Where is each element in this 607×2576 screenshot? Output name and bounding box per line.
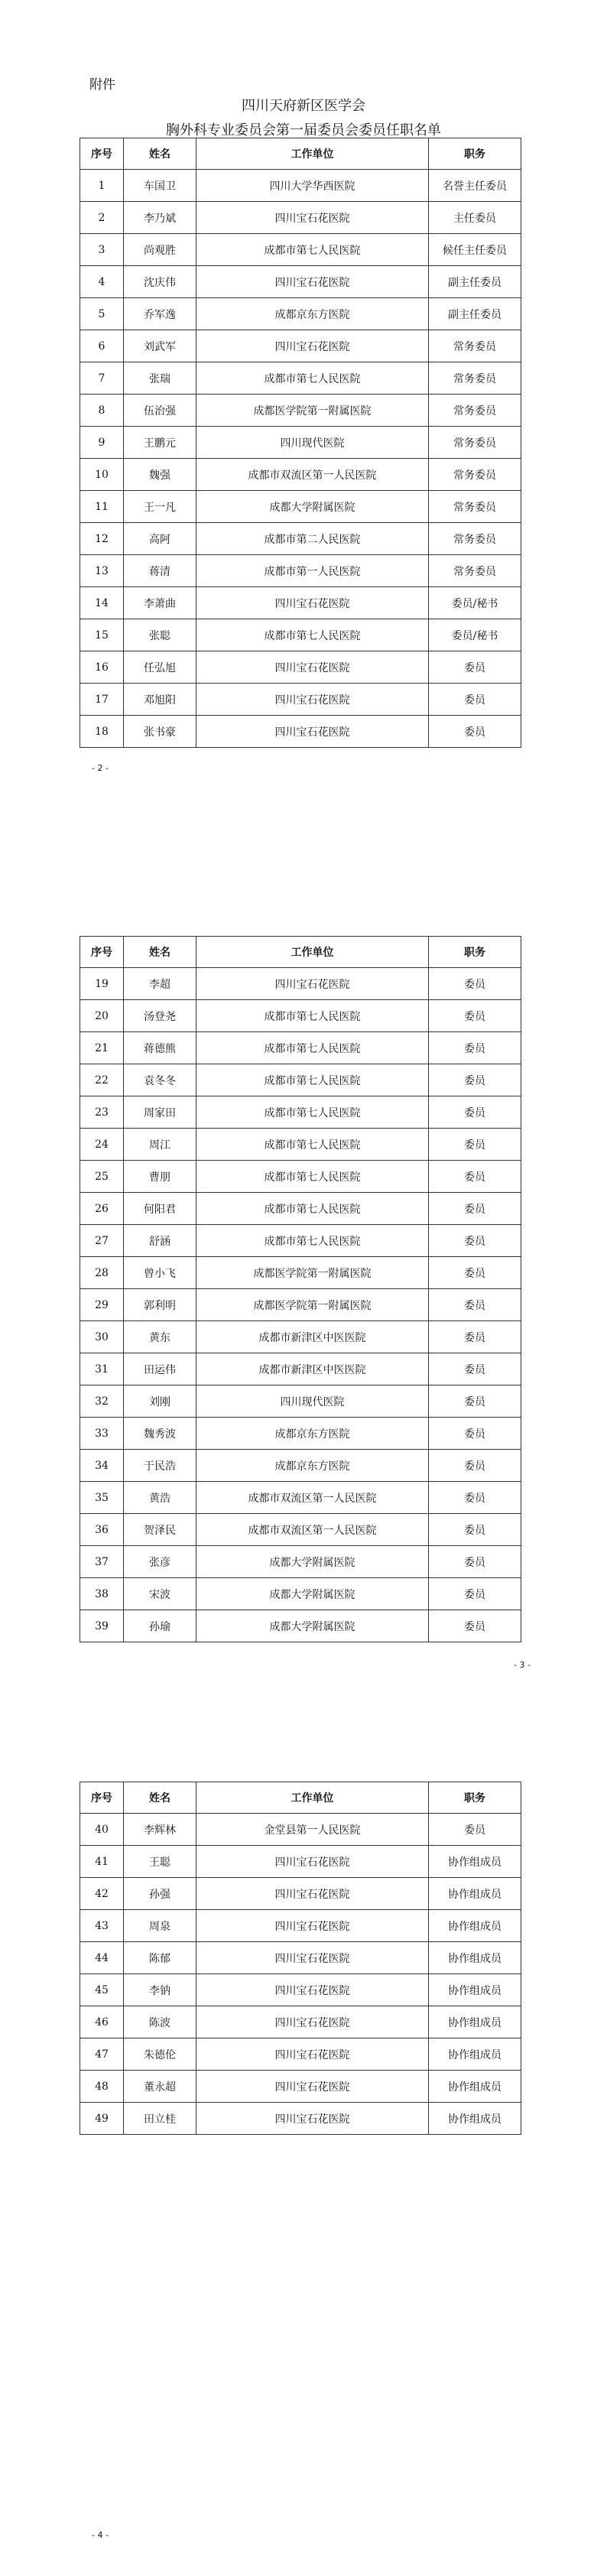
cell-position: 主任委员 (429, 202, 521, 234)
cell-index: 8 (80, 395, 124, 427)
table-row (80, 1878, 521, 1910)
cell-index: 30 (80, 1321, 124, 1353)
table-row (80, 1353, 521, 1385)
cell-index: 47 (80, 2038, 124, 2071)
cell-position: 委员 (429, 1385, 521, 1418)
cell-name: 李超 (124, 968, 196, 1000)
cell-position: 委员 (429, 1129, 521, 1161)
cell-position: 协作组成员 (429, 2006, 521, 2038)
header-workplace: 工作单位 (196, 937, 429, 968)
cell-name: 任弘旭 (124, 651, 196, 684)
cell-workplace: 成都市第七人民医院 (196, 1161, 429, 1193)
cell-workplace: 四川宝石花医院 (196, 2071, 429, 2103)
table-row (80, 1064, 521, 1096)
cell-name: 尚观胜 (124, 234, 196, 266)
table-row (80, 1096, 521, 1129)
cell-workplace: 四川大学华西医院 (196, 170, 429, 202)
cell-position: 委员 (429, 651, 521, 684)
table-row (80, 266, 521, 298)
cell-position: 委员 (429, 1418, 521, 1450)
table-row (80, 1129, 521, 1161)
cell-index: 39 (80, 1610, 124, 1642)
table-body (80, 170, 521, 748)
table-row (80, 1514, 521, 1546)
table-row (80, 2006, 521, 2038)
cell-position: 协作组成员 (429, 1910, 521, 1942)
cell-position: 副主任委员 (429, 266, 521, 298)
cell-index: 25 (80, 1161, 124, 1193)
cell-position: 委员 (429, 1546, 521, 1578)
cell-index: 17 (80, 684, 124, 716)
cell-name: 孙瑜 (124, 1610, 196, 1642)
cell-name: 张书豪 (124, 716, 196, 748)
header-position: 职务 (429, 138, 521, 170)
table-row (80, 362, 521, 395)
table-row (80, 1000, 521, 1032)
table-row (80, 1032, 521, 1064)
table-body (80, 968, 521, 1642)
cell-name: 刘刚 (124, 1385, 196, 1418)
table-row (80, 2103, 521, 2135)
cell-name: 李萧曲 (124, 587, 196, 619)
cell-workplace: 四川宝石花医院 (196, 266, 429, 298)
cell-workplace: 四川宝石花医院 (196, 330, 429, 362)
cell-position: 协作组成员 (429, 2038, 521, 2071)
cell-name: 袁冬冬 (124, 1064, 196, 1096)
cell-name: 朱德伦 (124, 2038, 196, 2071)
cell-workplace: 成都市第七人民医院 (196, 1032, 429, 1064)
cell-index: 40 (80, 1814, 124, 1846)
cell-index: 13 (80, 555, 124, 587)
cell-index: 6 (80, 330, 124, 362)
cell-workplace: 金堂县第一人民医院 (196, 1814, 429, 1846)
cell-name: 王鹏元 (124, 427, 196, 459)
table-row (80, 202, 521, 234)
cell-workplace: 成都医学院第一附属医院 (196, 1257, 429, 1289)
cell-position: 委员 (429, 1257, 521, 1289)
cell-position: 委员 (429, 1482, 521, 1514)
cell-position: 委员 (429, 1193, 521, 1225)
cell-position: 委员 (429, 1450, 521, 1482)
cell-index: 48 (80, 2071, 124, 2103)
cell-name: 李辉林 (124, 1814, 196, 1846)
cell-position: 常务委员 (429, 523, 521, 555)
cell-name: 张彦 (124, 1546, 196, 1578)
cell-position: 委员 (429, 1353, 521, 1385)
table-body (80, 1814, 521, 2135)
cell-index: 42 (80, 1878, 124, 1910)
cell-workplace: 成都市新津区中医医院 (196, 1321, 429, 1353)
cell-index: 19 (80, 968, 124, 1000)
cell-name: 陈郁 (124, 1942, 196, 1974)
cell-workplace: 成都市第二人民医院 (196, 523, 429, 555)
member-table-page-1 (80, 138, 521, 748)
member-table-page-2 (80, 936, 521, 1642)
table-row (80, 1161, 521, 1193)
cell-position: 委员 (429, 684, 521, 716)
header-position: 职务 (429, 1782, 521, 1814)
table-row (80, 1289, 521, 1321)
cell-position: 协作组成员 (429, 1942, 521, 1974)
cell-workplace: 成都大学附属医院 (196, 491, 429, 523)
document-subtitle: 胸外科专业委员会第一届委员会委员任职名单 (166, 122, 441, 138)
cell-index: 34 (80, 1450, 124, 1482)
cell-position: 委员/秘书 (429, 587, 521, 619)
cell-workplace: 成都京东方医院 (196, 298, 429, 330)
table-row (80, 1225, 521, 1257)
table-row (80, 330, 521, 362)
table-row (80, 395, 521, 427)
cell-index: 22 (80, 1064, 124, 1096)
cell-index: 4 (80, 266, 124, 298)
cell-workplace: 四川宝石花医院 (196, 716, 429, 748)
cell-workplace: 成都市第七人民医院 (196, 1225, 429, 1257)
cell-position: 副主任委员 (429, 298, 521, 330)
cell-name: 周家田 (124, 1096, 196, 1129)
cell-position: 委员 (429, 1578, 521, 1610)
table-row (80, 491, 521, 523)
cell-name: 高阿 (124, 523, 196, 555)
cell-workplace: 成都市第七人民医院 (196, 362, 429, 395)
cell-position: 常务委员 (429, 395, 521, 427)
cell-position: 常务委员 (429, 459, 521, 491)
header-name: 姓名 (124, 1782, 196, 1814)
header-index: 序号 (80, 937, 124, 968)
cell-index: 16 (80, 651, 124, 684)
header-index: 序号 (80, 1782, 124, 1814)
cell-workplace: 成都大学附属医院 (196, 1546, 429, 1578)
cell-position: 常务委员 (429, 555, 521, 587)
cell-name: 周泉 (124, 1910, 196, 1942)
table-row (80, 716, 521, 748)
cell-index: 45 (80, 1974, 124, 2006)
cell-name: 蒋清 (124, 555, 196, 587)
page-number: - 3 - (514, 1660, 531, 1670)
cell-position: 协作组成员 (429, 2103, 521, 2135)
cell-index: 10 (80, 459, 124, 491)
cell-position: 委员 (429, 1225, 521, 1257)
cell-name: 李乃斌 (124, 202, 196, 234)
cell-index: 21 (80, 1032, 124, 1064)
member-table-page-3 (80, 1782, 521, 2135)
cell-index: 44 (80, 1942, 124, 1974)
cell-workplace: 成都医学院第一附属医院 (196, 1289, 429, 1321)
cell-position: 协作组成员 (429, 2071, 521, 2103)
cell-index: 32 (80, 1385, 124, 1418)
table-row (80, 170, 521, 202)
cell-name: 黄浩 (124, 1482, 196, 1514)
table-header-row (80, 1782, 521, 1814)
cell-workplace: 四川宝石花医院 (196, 1910, 429, 1942)
cell-workplace: 四川宝石花医院 (196, 2006, 429, 2038)
cell-index: 2 (80, 202, 124, 234)
cell-name: 蒋德熊 (124, 1032, 196, 1064)
cell-workplace: 成都市第一人民医院 (196, 555, 429, 587)
table-row (80, 523, 521, 555)
cell-index: 23 (80, 1096, 124, 1129)
table-row (80, 2038, 521, 2071)
cell-workplace: 四川宝石花医院 (196, 2038, 429, 2071)
cell-position: 名誉主任委员 (429, 170, 521, 202)
cell-position: 候任主任委员 (429, 234, 521, 266)
cell-position: 委员 (429, 1321, 521, 1353)
page-number: - 2 - (92, 763, 109, 773)
cell-name: 宋波 (124, 1578, 196, 1610)
cell-index: 28 (80, 1257, 124, 1289)
cell-name: 汤登尧 (124, 1000, 196, 1032)
table-row (80, 1193, 521, 1225)
cell-index: 27 (80, 1225, 124, 1257)
cell-index: 3 (80, 234, 124, 266)
table-row (80, 1257, 521, 1289)
cell-workplace: 成都市第七人民医院 (196, 234, 429, 266)
cell-name: 张瑞 (124, 362, 196, 395)
cell-workplace: 成都市双流区第一人民医院 (196, 1514, 429, 1546)
cell-name: 黄东 (124, 1321, 196, 1353)
table-row (80, 1846, 521, 1878)
cell-index: 24 (80, 1129, 124, 1161)
cell-name: 田立桂 (124, 2103, 196, 2135)
cell-name: 陈波 (124, 2006, 196, 2038)
table-row (80, 1610, 521, 1642)
table-row (80, 684, 521, 716)
table-row (80, 1418, 521, 1450)
cell-index: 20 (80, 1000, 124, 1032)
table-row (80, 968, 521, 1000)
cell-index: 5 (80, 298, 124, 330)
cell-workplace: 四川宝石花医院 (196, 202, 429, 234)
header-workplace: 工作单位 (196, 138, 429, 170)
table-row (80, 427, 521, 459)
cell-workplace: 成都市第七人民医院 (196, 1129, 429, 1161)
cell-position: 委员 (429, 1610, 521, 1642)
cell-position: 委员 (429, 1000, 521, 1032)
table-row (80, 555, 521, 587)
table-row (80, 619, 521, 651)
cell-workplace: 四川宝石花医院 (196, 587, 429, 619)
document-title: 四川天府新区医学会 (242, 98, 365, 114)
cell-index: 33 (80, 1418, 124, 1450)
cell-name: 伍治强 (124, 395, 196, 427)
cell-name: 邓旭阳 (124, 684, 196, 716)
cell-index: 14 (80, 587, 124, 619)
cell-workplace: 成都市双流区第一人民医院 (196, 459, 429, 491)
cell-position: 协作组成员 (429, 1878, 521, 1910)
cell-position: 协作组成员 (429, 1974, 521, 2006)
cell-name: 刘武军 (124, 330, 196, 362)
cell-position: 常务委员 (429, 491, 521, 523)
annex-label: 附件 (89, 77, 115, 93)
cell-name: 孙强 (124, 1878, 196, 1910)
table-row (80, 1482, 521, 1514)
cell-workplace: 四川现代医院 (196, 1385, 429, 1418)
cell-workplace: 四川宝石花医院 (196, 968, 429, 1000)
cell-name: 沈庆伟 (124, 266, 196, 298)
cell-index: 11 (80, 491, 124, 523)
cell-index: 35 (80, 1482, 124, 1514)
cell-position: 委员 (429, 968, 521, 1000)
cell-index: 1 (80, 170, 124, 202)
table-row (80, 651, 521, 684)
cell-name: 李钠 (124, 1974, 196, 2006)
table-row (80, 587, 521, 619)
cell-workplace: 成都市第七人民医院 (196, 1064, 429, 1096)
table-row (80, 298, 521, 330)
cell-name: 王聪 (124, 1846, 196, 1878)
cell-index: 18 (80, 716, 124, 748)
cell-workplace: 成都市第七人民医院 (196, 1193, 429, 1225)
cell-name: 车国卫 (124, 170, 196, 202)
cell-name: 何阳君 (124, 1193, 196, 1225)
cell-workplace: 成都大学附属医院 (196, 1610, 429, 1642)
cell-position: 委员 (429, 1289, 521, 1321)
table-row (80, 1450, 521, 1482)
table-header-row (80, 138, 521, 170)
page-number: - 4 - (92, 2530, 109, 2540)
cell-workplace: 四川宝石花医院 (196, 684, 429, 716)
cell-index: 49 (80, 2103, 124, 2135)
cell-position: 常务委员 (429, 362, 521, 395)
cell-name: 魏强 (124, 459, 196, 491)
cell-name: 周江 (124, 1129, 196, 1161)
cell-workplace: 成都市双流区第一人民医院 (196, 1482, 429, 1514)
table-row (80, 1814, 521, 1846)
cell-workplace: 成都京东方医院 (196, 1450, 429, 1482)
cell-workplace: 成都京东方医院 (196, 1418, 429, 1450)
table-row (80, 1942, 521, 1974)
cell-name: 田运伟 (124, 1353, 196, 1385)
table-row (80, 234, 521, 266)
table-row (80, 1910, 521, 1942)
cell-name: 魏秀波 (124, 1418, 196, 1450)
cell-name: 董永超 (124, 2071, 196, 2103)
cell-index: 41 (80, 1846, 124, 1878)
cell-position: 委员 (429, 716, 521, 748)
cell-index: 36 (80, 1514, 124, 1546)
cell-position: 委员 (429, 1514, 521, 1546)
cell-workplace: 成都市第七人民医院 (196, 1000, 429, 1032)
cell-name: 张聪 (124, 619, 196, 651)
cell-workplace: 四川宝石花医院 (196, 651, 429, 684)
table-row (80, 1578, 521, 1610)
cell-index: 29 (80, 1289, 124, 1321)
cell-position: 常务委员 (429, 427, 521, 459)
cell-workplace: 成都市第七人民医院 (196, 1096, 429, 1129)
cell-index: 37 (80, 1546, 124, 1578)
cell-name: 曹朋 (124, 1161, 196, 1193)
cell-name: 贺泽民 (124, 1514, 196, 1546)
table-row (80, 2071, 521, 2103)
cell-workplace: 四川现代医院 (196, 427, 429, 459)
cell-workplace: 四川宝石花医院 (196, 2103, 429, 2135)
cell-position: 委员 (429, 1161, 521, 1193)
cell-index: 12 (80, 523, 124, 555)
cell-name: 舒涵 (124, 1225, 196, 1257)
cell-index: 26 (80, 1193, 124, 1225)
cell-workplace: 四川宝石花医院 (196, 1942, 429, 1974)
cell-workplace: 成都市第七人民医院 (196, 619, 429, 651)
header-position: 职务 (429, 937, 521, 968)
cell-index: 15 (80, 619, 124, 651)
cell-workplace: 四川宝石花医院 (196, 1878, 429, 1910)
cell-workplace: 成都大学附属医院 (196, 1578, 429, 1610)
cell-workplace: 成都市新津区中医医院 (196, 1353, 429, 1385)
cell-name: 曾小飞 (124, 1257, 196, 1289)
cell-position: 委员 (429, 1064, 521, 1096)
cell-position: 常务委员 (429, 330, 521, 362)
header-name: 姓名 (124, 138, 196, 170)
header-name: 姓名 (124, 937, 196, 968)
table-row (80, 1321, 521, 1353)
cell-name: 乔军逸 (124, 298, 196, 330)
cell-index: 31 (80, 1353, 124, 1385)
cell-name: 王一凡 (124, 491, 196, 523)
cell-position: 协作组成员 (429, 1846, 521, 1878)
table-header-row (80, 937, 521, 968)
cell-index: 9 (80, 427, 124, 459)
table-row (80, 1385, 521, 1418)
header-workplace: 工作单位 (196, 1782, 429, 1814)
cell-index: 43 (80, 1910, 124, 1942)
cell-position: 委员 (429, 1096, 521, 1129)
table-row (80, 1974, 521, 2006)
table-row (80, 1546, 521, 1578)
table-row (80, 459, 521, 491)
cell-workplace: 四川宝石花医院 (196, 1974, 429, 2006)
cell-name: 郭利明 (124, 1289, 196, 1321)
cell-workplace: 成都医学院第一附属医院 (196, 395, 429, 427)
cell-workplace: 四川宝石花医院 (196, 1846, 429, 1878)
cell-index: 7 (80, 362, 124, 395)
cell-index: 46 (80, 2006, 124, 2038)
cell-position: 委员 (429, 1032, 521, 1064)
header-index: 序号 (80, 138, 124, 170)
cell-position: 委员 (429, 1814, 521, 1846)
cell-name: 于民浩 (124, 1450, 196, 1482)
cell-position: 委员/秘书 (429, 619, 521, 651)
cell-index: 38 (80, 1578, 124, 1610)
